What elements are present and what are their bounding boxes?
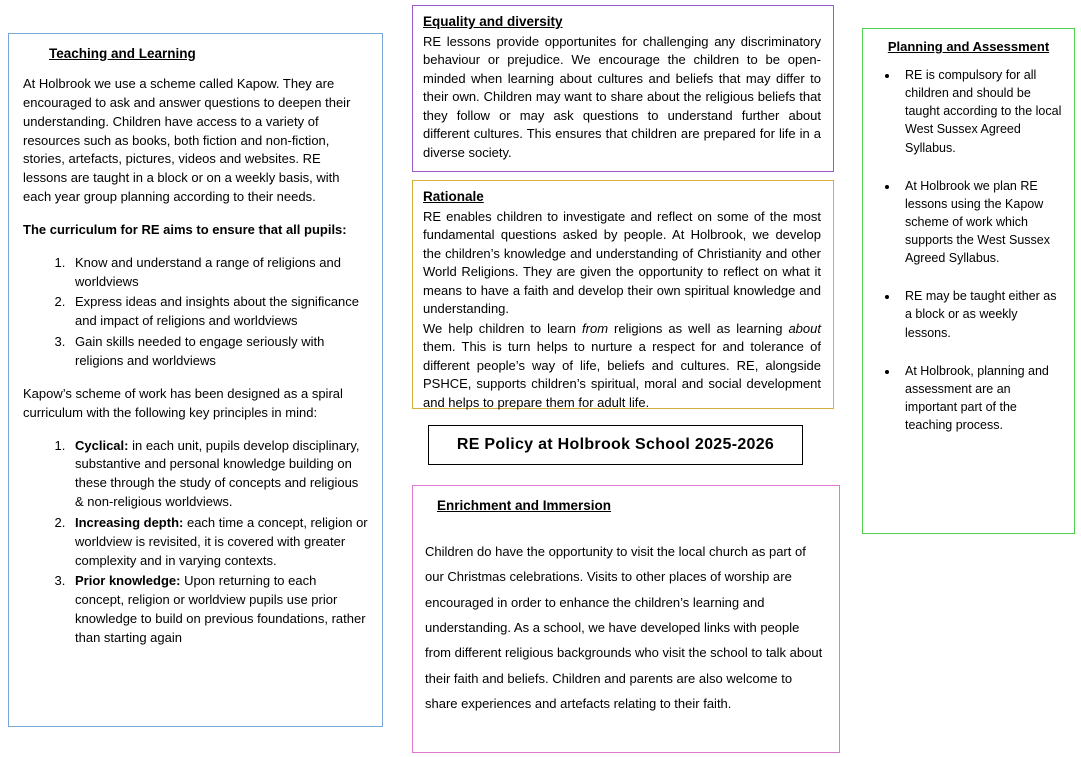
curriculum-aims-list [23,254,368,371]
principle-term: Prior knowledge: [75,573,181,589]
principle-text: each time a concept, religion or worldview is revisited, it is covered with greater complexity and in varying contexts. [75,514,368,568]
rationale-text-b: religions as well as learning [608,320,789,336]
rationale-emphasis-about: about [788,320,821,336]
principle-text: in each unit, pupils develop disciplinary, substantive and personal knowledge building on these through the study of concepts and religious & non-religious worldviews. [75,437,360,510]
list-item [69,514,368,571]
teaching-and-learning-heading: Teaching and Learning [49,46,196,61]
rationale-paragraph-two [423,320,821,412]
list-item [69,437,368,512]
list-item: • RE is compulsory for all children and should be taught according to the local West Sussex Agreed Syllabus. [899,66,1064,157]
teaching-intro-paragraph: At Holbrook we use a scheme called Kapow. They are encouraged to ask and answer questions to deepen their understanding. Children have access to a variety of resources such as books, both fiction and non-fiction, stories, artefacts, pictures, videos and websites. RE lessons are taught in a block or on a weekly basis, with each year group planning according to their needs. [23,76,351,205]
list-item: • RE may be taught either as a block or as weekly lessons. [899,287,1064,341]
list-item: • At Holbrook we plan RE lessons using the Kapow scheme of work which supports the West Sussex Agreed Syllabus. [899,177,1064,268]
rationale-text-c: them. This is turn helps to nurture a respect for and tolerance of different people’s way of life, beliefs and cultures. RE, alongside PSHCE, supports children’s spiritual, moral and social development and helps to prepare them for adult life. [423,339,821,410]
rationale-paragraph-one: RE enables children to investigate and reflect on some of the most fundamental questions asked by people. At Holbrook, we develop the children’s knowledge and understanding of Christianity and other World Religions. They are given the opportunity to reflect on what it means to have a faith and develop their own spiritual knowledge and understanding. [423,209,821,317]
spiral-curriculum-intro: Kapow’s scheme of work has been designed as a spiral curriculum with the following key principles in mind: [23,385,343,420]
rationale-panel [412,180,834,409]
equality-and-diversity-body: RE lessons provide opportunites for challenging any discriminatory behaviour or prejudice. We encourage the children to be open-minded when learning about cultures and beliefs that may differ to their own. Children may want to share about the religious beliefs that they follow or may ask questions to understand further about different cultures. This ensures that children are prepared for life in a diverse society. [423,34,821,160]
enrichment-and-immersion-panel [412,485,840,753]
principle-text: Upon returning to each concept, religion or worldview pupils use prior knowledge to build on previous foundations, rather than starting again [75,573,366,645]
list-item: 1. Know and understand a range of religions and worldviews [69,254,368,292]
planning-and-assessment-list [873,66,1064,434]
rationale-emphasis-from: from [582,320,609,336]
principle-term: Cyclical: [75,437,129,453]
list-item [69,572,368,647]
spiral-principles-list [23,437,368,648]
list-item: 2. Express ideas and insights about the significance and impact of religions and worldviews [69,293,368,331]
list-item: 3. Gain skills needed to engage seriously with religions and worldviews [69,333,368,371]
rationale-heading: Rationale [423,189,484,204]
planning-and-assessment-heading: Planning and Assessment [887,39,1050,54]
enrichment-and-immersion-body: Children do have the opportunity to visit the local church as part of our Christmas celebrations. Visits to other places of worship are encouraged in order to enhance the children’s learning and understanding. As a school, we have developed links with people from different religious backgrounds who visit the school to talk about their faith and beliefs. Children and parents are also welcome to share experiences and artefacts relating to their faith. [425,544,823,712]
equality-and-diversity-panel [412,5,834,172]
rationale-text-a: We help children to learn [423,320,583,336]
principle-term: Increasing depth: [75,514,184,530]
planning-and-assessment-panel [862,28,1075,534]
enrichment-and-immersion-heading: Enrichment and Immersion [437,498,612,513]
curriculum-aims-intro: The curriculum for RE aims to ensure that all pupils: [23,221,347,237]
equality-and-diversity-heading: Equality and diversity [423,14,563,29]
teaching-and-learning-panel [8,33,383,727]
list-item: • At Holbrook, planning and assessment are an important part of the teaching process. [899,362,1064,435]
page-title: RE Policy at Holbrook School 2025-2026 [456,436,775,453]
policy-title-box [428,425,803,465]
